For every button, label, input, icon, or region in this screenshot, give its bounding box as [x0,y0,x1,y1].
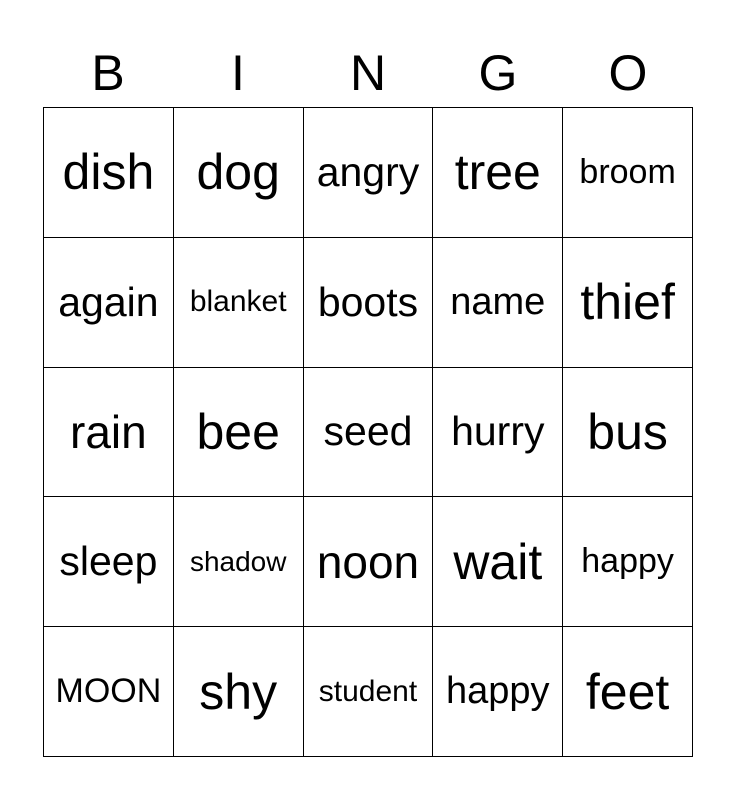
bingo-cell[interactable]: thief [563,238,693,368]
bingo-cell[interactable]: MOON [44,627,174,757]
header-letter-n: N [349,45,387,101]
bingo-cell[interactable]: noon [304,497,434,627]
bingo-cell[interactable]: blanket [174,238,304,368]
bingo-cell[interactable]: happy [563,497,693,627]
bingo-header [43,42,693,104]
bingo-cell[interactable]: name [433,238,563,368]
header-letter-b: B [91,45,125,101]
header-letter-o: O [608,45,648,101]
bingo-cell[interactable]: dish [44,108,174,238]
bingo-cell[interactable]: shadow [174,497,304,627]
bingo-cell[interactable]: boots [304,238,434,368]
bingo-cell[interactable]: wait [433,497,563,627]
bingo-cell[interactable]: happy [433,627,563,757]
bingo-cell[interactable]: bee [174,368,304,498]
bingo-cell[interactable]: student [304,627,434,757]
bingo-cell[interactable]: hurry [433,368,563,498]
bingo-card-grid [43,107,693,757]
bingo-cell[interactable]: seed [304,368,434,498]
bingo-cell[interactable]: tree [433,108,563,238]
header-letter-i: I [231,45,245,101]
bingo-cell[interactable]: again [44,238,174,368]
bingo-cell[interactable]: dog [174,108,304,238]
bingo-cell[interactable]: broom [563,108,693,238]
bingo-cell[interactable]: bus [563,368,693,498]
bingo-cell[interactable]: shy [174,627,304,757]
bingo-cell[interactable]: rain [44,368,174,498]
bingo-cell[interactable]: sleep [44,497,174,627]
bingo-cell[interactable]: feet [563,627,693,757]
header-letter-g: G [478,45,518,101]
bingo-cell[interactable]: angry [304,108,434,238]
